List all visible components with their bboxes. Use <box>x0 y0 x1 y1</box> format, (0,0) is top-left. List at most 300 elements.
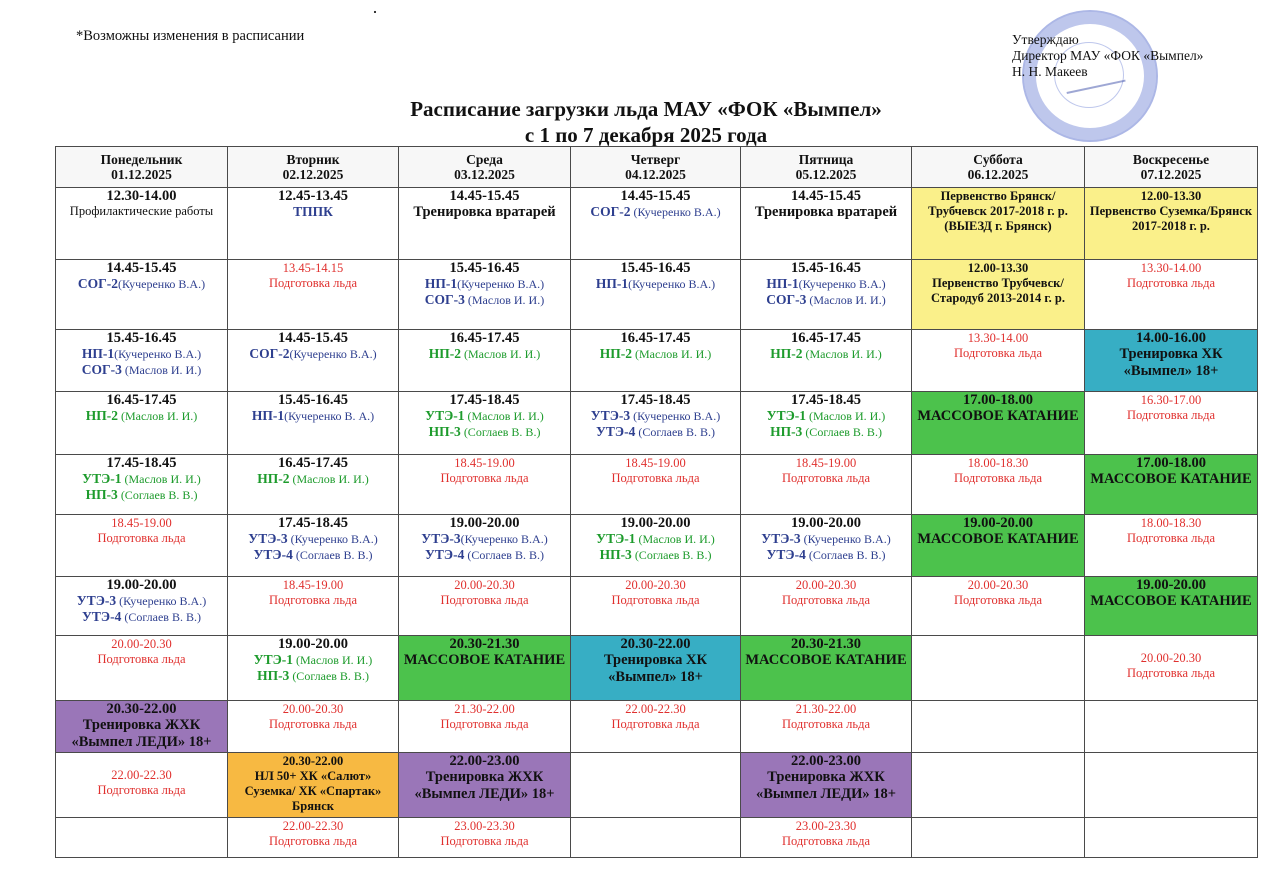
group-name: УТЭ-4 <box>82 609 122 624</box>
group-line <box>573 276 738 292</box>
coach-name: (Соглаев В. В.) <box>464 548 544 562</box>
slot-entry <box>743 260 909 308</box>
coach-name: (Маслов И. И.) <box>460 347 541 361</box>
slot-time: 15.45-16.45 <box>106 330 177 346</box>
coach-name: (Соглаев В. В.) <box>631 548 712 562</box>
slot-entry <box>401 455 568 486</box>
schedule-cell <box>56 753 228 818</box>
slot-description: Подготовка льда <box>268 834 358 848</box>
slot-time: 17.00-18.00 <box>1135 455 1207 471</box>
group-line <box>230 668 396 684</box>
slot-entry <box>743 188 909 221</box>
group-line <box>58 487 225 503</box>
coach-name: (Кучеренко В.А.) <box>628 277 716 291</box>
slot-entry <box>1087 515 1255 546</box>
slot-time: 18.00-18.30 <box>967 456 1029 470</box>
schedule-cell <box>1085 577 1258 636</box>
coach-name: (Маслов И. И.) <box>117 409 198 423</box>
schedule-cell <box>912 577 1085 636</box>
schedule-cell <box>571 753 741 818</box>
schedule-cell <box>399 455 571 515</box>
slot-time: 13.30-14.00 <box>967 331 1029 345</box>
slot-time: 22.00-22.30 <box>111 768 172 782</box>
schedule-cell <box>1085 330 1258 392</box>
schedule-cell <box>56 455 228 515</box>
group-name: УТЭ-3 <box>248 531 288 546</box>
slot-entry <box>230 188 396 219</box>
slot-time: 21.30-22.00 <box>454 702 515 716</box>
slot-description: Подготовка льда <box>440 593 529 607</box>
schedule-cell <box>1085 818 1258 858</box>
coach-name: (Кучеренко В.А.) <box>118 277 206 291</box>
schedule-cell <box>912 515 1085 577</box>
slot-time: 16.45-17.45 <box>277 455 349 471</box>
group-line <box>573 408 738 424</box>
group-name: НП-3 <box>85 487 118 502</box>
slot-time: 12.00-13.30 <box>967 261 1029 275</box>
slot-time: 20.30-21.30 <box>449 636 520 652</box>
slot-time: 18.45-19.00 <box>795 456 857 470</box>
slot-entry <box>58 515 225 546</box>
group-line <box>743 547 909 563</box>
group-line <box>573 531 738 547</box>
slot-entry <box>1087 455 1255 488</box>
coach-name: (Соглаев В. В.) <box>292 548 373 562</box>
slot-description: Подготовка льда <box>97 652 186 666</box>
schedule-table <box>55 146 1258 858</box>
slot-entry <box>573 701 738 732</box>
group-name: НП-3 <box>257 668 290 683</box>
schedule-cell <box>56 392 228 455</box>
group-line <box>743 424 909 440</box>
coach-name: (Кучеренко В. А.) <box>284 409 375 423</box>
slot-time: 17.00-18.00 <box>962 392 1034 408</box>
slot-entry <box>401 330 568 362</box>
slot-time: 18.45-19.00 <box>454 456 515 470</box>
slot-time: 23.00-23.30 <box>454 819 515 833</box>
slot-entry <box>230 636 396 684</box>
changes-note: *Возможны изменения в расписании <box>76 28 305 44</box>
schedule-cell <box>1085 753 1258 818</box>
day-header: Среда 03.12.2025 <box>399 147 571 188</box>
approval-line-2: Директор МАУ «ФОК «Вымпел» <box>1012 48 1204 63</box>
group-line <box>573 424 738 440</box>
slot-description: Подготовка льда <box>1126 408 1216 422</box>
schedule-cell <box>1085 515 1258 577</box>
group-name: СОГ-3 <box>766 292 807 307</box>
slot-entry <box>573 515 738 563</box>
slot-time: 17.45-18.45 <box>277 515 349 531</box>
slot-time: 17.45-18.45 <box>620 392 691 408</box>
schedule-cell <box>741 392 912 455</box>
slot-time: 13.45-14.15 <box>282 261 344 275</box>
schedule-cell <box>399 577 571 636</box>
coach-name: (Кучеренко В.А.) <box>798 277 886 291</box>
coach-name: (Соглаев В. В.) <box>805 548 886 562</box>
slot-entry <box>743 818 909 849</box>
coach-name: (Соглаев В. В.) <box>460 425 541 439</box>
schedule-cell <box>399 753 571 818</box>
slot-time: 19.00-20.00 <box>620 515 691 531</box>
schedule-cell <box>571 577 741 636</box>
slot-entry <box>914 330 1082 361</box>
schedule-row <box>56 577 1258 636</box>
schedule-cell <box>56 188 228 260</box>
schedule-cell <box>228 701 399 753</box>
schedule-cell <box>741 701 912 753</box>
slot-entry <box>573 392 738 440</box>
slot-entry <box>401 577 568 608</box>
slot-time: 15.45-16.45 <box>790 260 862 276</box>
schedule-cell <box>741 455 912 515</box>
slot-time: 19.00-20.00 <box>962 515 1034 531</box>
schedule-period: с 1 по 7 декабря 2025 года <box>524 123 768 147</box>
group-line <box>230 346 396 362</box>
slot-activity: Тренировка ХК «Вымпел» 18+ <box>1119 346 1223 379</box>
approval-line-3: Н. Н. Макеев <box>1012 64 1088 79</box>
group-name: УТЭ-4 <box>253 547 293 562</box>
slot-entry <box>58 188 225 219</box>
slot-description: Первенство Брянск/Трубчевск 2017-2018 г. р. (ВЫЕЗД г. Брянск) <box>928 189 1068 233</box>
slot-entry <box>230 330 396 362</box>
slot-description: ТППК <box>293 204 333 219</box>
slot-description: Подготовка льда <box>97 531 186 545</box>
group-line <box>401 408 568 424</box>
group-name: СОГ-3 <box>424 292 465 307</box>
slot-activity: МАССОВОЕ КАТАНИЕ <box>745 652 907 668</box>
schedule-cell <box>399 188 571 260</box>
schedule-title: Расписание загрузки льда МАУ «ФОК «Вымпел» <box>410 97 882 121</box>
group-name: УТЭ-1 <box>596 531 636 546</box>
slot-description: Подготовка льда <box>611 471 700 485</box>
group-name: НП-1 <box>595 276 629 291</box>
slot-entry <box>914 577 1082 608</box>
slot-entry <box>743 392 909 440</box>
slot-activity: Тренировка вратарей <box>413 204 556 220</box>
day-header: Пятница 05.12.2025 <box>741 147 912 188</box>
schedule-cell <box>571 515 741 577</box>
schedule-row <box>56 188 1258 260</box>
schedule-cell <box>1085 636 1258 701</box>
group-name: СОГ-2 <box>590 204 631 219</box>
schedule-row <box>56 753 1258 818</box>
slot-entry <box>58 455 225 503</box>
slot-time: 20.00-20.30 <box>795 578 857 592</box>
slot-entry <box>573 330 738 362</box>
slot-description: Подготовка льда <box>440 834 529 848</box>
coach-name: (Соглаев В. В.) <box>121 610 201 624</box>
slot-entry <box>58 392 225 424</box>
slot-entry <box>401 515 568 563</box>
slot-entry <box>573 753 738 754</box>
slot-time: 17.45-18.45 <box>106 455 177 471</box>
group-line <box>573 204 738 220</box>
slot-entry <box>230 515 396 563</box>
slot-description: Профилактические работы <box>69 204 214 218</box>
group-line <box>401 276 568 292</box>
slot-activity: Тренировка ЖХК «Вымпел ЛЕДИ» 18+ <box>755 769 897 802</box>
slot-entry <box>914 636 1082 637</box>
group-name: УТЭ-1 <box>82 471 122 486</box>
slot-time: 15.45-16.45 <box>277 392 349 408</box>
slot-time: 14.45-15.45 <box>620 188 691 204</box>
slot-time: 20.30-21.30 <box>790 636 862 652</box>
slot-entry <box>743 753 909 803</box>
slot-time: 14.45-15.45 <box>790 188 862 204</box>
slot-time: 17.45-18.45 <box>790 392 862 408</box>
group-name: СОГ-3 <box>81 362 122 377</box>
slot-description: Подготовка льда <box>440 717 529 731</box>
group-name: УТЭ-3 <box>590 408 631 423</box>
group-name: УТЭ-3 <box>421 531 461 546</box>
slot-entry <box>1087 330 1255 380</box>
day-header: Вторник 02.12.2025 <box>228 147 399 188</box>
slot-entry <box>401 188 568 221</box>
coach-name: (Кучеренко В.А.) <box>289 347 377 361</box>
slot-time: 18.45-19.00 <box>625 456 686 470</box>
group-name: НП-3 <box>428 424 461 439</box>
schedule-cell <box>571 636 741 701</box>
slot-entry <box>1087 818 1255 819</box>
slot-time: 14.45-15.45 <box>106 260 177 276</box>
slot-description: Подготовка льда <box>97 783 186 797</box>
slot-entry <box>230 701 396 732</box>
coach-name: (Соглаев В. В.) <box>802 425 882 439</box>
slot-entry <box>573 818 738 819</box>
group-name: НП-2 <box>770 346 803 361</box>
schedule-cell <box>912 753 1085 818</box>
group-line <box>743 346 909 362</box>
schedule-cell <box>912 330 1085 392</box>
slot-description: Подготовка льда <box>781 471 871 485</box>
schedule-cell <box>56 701 228 753</box>
slot-time: 16.30-17.00 <box>1140 393 1202 407</box>
schedule-cell <box>399 330 571 392</box>
group-line <box>58 362 225 378</box>
group-line <box>58 346 225 362</box>
group-line <box>401 346 568 362</box>
group-line <box>743 292 909 308</box>
group-line <box>58 276 225 292</box>
slot-entry <box>914 188 1082 234</box>
group-name: УТЭ-4 <box>425 547 465 562</box>
day-header: Понедельник 01.12.2025 <box>56 147 228 188</box>
slot-time: 22.00-22.30 <box>625 702 686 716</box>
slot-time: 20.00-20.30 <box>967 578 1029 592</box>
schedule-cell <box>56 330 228 392</box>
schedule-cell <box>741 753 912 818</box>
slot-description: Первенство Трубчевск/Стародуб 2013-2014 г. р. <box>931 276 1065 305</box>
slot-time: 20.30-22.00 <box>282 754 344 768</box>
schedule-cell <box>399 818 571 858</box>
slot-time: 20.30-22.00 <box>620 636 691 652</box>
coach-name: (Маслов И. И.) <box>635 532 715 546</box>
coach-name: (Маслов И. И.) <box>802 347 882 361</box>
schedule-cell <box>228 753 399 818</box>
slot-activity: МАССОВОЕ КАТАНИЕ <box>1090 593 1252 609</box>
slot-time: 15.45-16.45 <box>449 260 520 276</box>
slot-activity: Тренировка ЖХК «Вымпел ЛЕДИ» 18+ <box>71 717 212 750</box>
slot-description: Подготовка льда <box>268 717 358 731</box>
slot-entry <box>1087 701 1255 702</box>
slot-description: Первенство Суземка/Брянск 2017-2018 г. р. <box>1089 204 1253 233</box>
coach-name: (Кучеренко В.А.) <box>800 532 891 546</box>
slot-time: 20.00-20.30 <box>625 578 686 592</box>
schedule-cell <box>228 636 399 701</box>
slot-description: Подготовка льда <box>268 593 358 607</box>
slot-entry <box>58 818 225 819</box>
slot-time: 22.00-22.30 <box>282 819 344 833</box>
slot-time: 23.00-23.30 <box>795 819 857 833</box>
slot-entry <box>230 455 396 487</box>
schedule-cell <box>228 260 399 330</box>
schedule-cell <box>1085 188 1258 260</box>
slot-time: 20.00-20.30 <box>111 637 172 651</box>
slot-entry <box>401 260 568 308</box>
slot-entry <box>1087 392 1255 423</box>
slot-time: 13.30-14.00 <box>1140 261 1202 275</box>
slot-activity: Тренировка ХК «Вымпел» 18+ <box>603 652 708 685</box>
slot-activity: МАССОВОЕ КАТАНИЕ <box>1090 471 1252 487</box>
group-line <box>230 408 396 424</box>
group-line <box>230 531 396 547</box>
slot-time: 19.00-20.00 <box>106 577 177 593</box>
group-name: НП-1 <box>81 346 115 361</box>
group-name: УТЭ-1 <box>253 652 293 667</box>
slot-entry <box>573 577 738 608</box>
slot-description: Подготовка льда <box>611 717 700 731</box>
slot-time: 20.00-20.30 <box>454 578 515 592</box>
slot-time: 16.45-17.45 <box>790 330 862 346</box>
slot-time: 19.00-20.00 <box>277 636 349 652</box>
coach-name: (Соглаев В. В.) <box>289 669 369 683</box>
schedule-cell <box>912 818 1085 858</box>
slot-description: Подготовка льда <box>1126 276 1216 290</box>
slot-entry <box>743 455 909 486</box>
slot-description: Подготовка льда <box>781 834 871 848</box>
slot-time: 12.30-14.00 <box>106 188 177 204</box>
schedule-row <box>56 392 1258 455</box>
coach-name: (Маслов И. И.) <box>464 409 544 423</box>
slot-entry <box>1087 188 1255 234</box>
group-name: НП-1 <box>766 276 799 291</box>
coach-name: (Маслов И. И.) <box>121 472 201 486</box>
schedule-row <box>56 818 1258 858</box>
group-name: НП-1 <box>424 276 458 291</box>
slot-time: 19.00-20.00 <box>449 515 520 531</box>
group-line <box>401 547 568 563</box>
schedule-cell <box>228 392 399 455</box>
slot-description: Подготовка льда <box>953 471 1043 485</box>
group-name: УТЭ-4 <box>766 547 806 562</box>
schedule-cell <box>399 636 571 701</box>
schedule-cell <box>571 260 741 330</box>
schedule-cell <box>571 701 741 753</box>
schedule-cell <box>1085 260 1258 330</box>
coach-name: (Маслов И. И.) <box>806 293 886 307</box>
coach-name: (Соглаев В. В.) <box>117 488 198 502</box>
group-line <box>230 471 396 487</box>
slot-entry <box>1087 577 1255 610</box>
slot-time: 18.45-19.00 <box>111 516 172 530</box>
slot-entry <box>743 577 909 608</box>
slot-entry <box>58 330 225 378</box>
slot-entry <box>914 818 1082 819</box>
coach-name: (Кучеренко В.А.) <box>460 532 548 546</box>
slot-entry <box>914 515 1082 548</box>
slot-entry <box>914 392 1082 425</box>
slot-entry <box>743 636 909 669</box>
schedule-row <box>56 636 1258 701</box>
slot-entry <box>401 636 568 669</box>
slot-time: 19.00-20.00 <box>790 515 862 531</box>
group-name: УТЭ-3 <box>76 593 117 608</box>
group-line <box>58 471 225 487</box>
coach-name: (Маслов И. И.) <box>293 653 373 667</box>
slot-entry <box>230 260 396 291</box>
slot-entry <box>230 577 396 608</box>
group-line <box>401 424 568 440</box>
schedule-cell <box>571 818 741 858</box>
group-line <box>230 652 396 668</box>
slot-time: 20.00-20.30 <box>1140 651 1202 665</box>
group-name: УТЭ-1 <box>766 408 806 423</box>
schedule-cell <box>571 330 741 392</box>
schedule-cell <box>741 577 912 636</box>
schedule-cell <box>741 260 912 330</box>
coach-name: (Кучеренко В.А.) <box>287 532 378 546</box>
slot-time: 14.45-15.45 <box>277 330 349 346</box>
slot-entry <box>573 188 738 220</box>
schedule-cell <box>912 455 1085 515</box>
schedule-row <box>56 515 1258 577</box>
schedule-cell <box>1085 701 1258 753</box>
schedule-cell <box>56 818 228 858</box>
schedule-row <box>56 701 1258 753</box>
slot-entry <box>230 392 396 424</box>
group-line <box>401 531 568 547</box>
slot-entry <box>58 636 225 667</box>
group-name: УТЭ-4 <box>596 424 636 439</box>
schedule-cell <box>56 260 228 330</box>
group-line <box>743 531 909 547</box>
schedule-cell <box>912 188 1085 260</box>
slot-entry <box>573 260 738 292</box>
schedule-cell <box>228 330 399 392</box>
slot-activity: Тренировка ЖХК «Вымпел ЛЕДИ» 18+ <box>414 769 555 802</box>
coach-name: (Кучеренко В.А.) <box>630 205 721 219</box>
slot-entry <box>401 753 568 803</box>
slot-time: 20.30-22.00 <box>106 701 177 717</box>
group-name: НП-2 <box>599 346 632 361</box>
schedule-cell <box>1085 455 1258 515</box>
schedule-cell <box>399 701 571 753</box>
schedule-cell <box>912 260 1085 330</box>
schedule-cell <box>912 636 1085 701</box>
schedule-cell <box>228 188 399 260</box>
slot-time: 18.00-18.30 <box>1140 516 1202 530</box>
schedule-cell <box>741 188 912 260</box>
schedule-cell <box>741 636 912 701</box>
coach-name: (Маслов И. И.) <box>806 409 886 423</box>
slot-entry <box>743 515 909 563</box>
coach-name: (Маслов И. И.) <box>464 293 545 307</box>
slot-description: Подготовка льда <box>953 593 1043 607</box>
schedule-cell <box>228 818 399 858</box>
slot-time: 21.30-22.00 <box>795 702 857 716</box>
slot-description: Подготовка льда <box>611 593 700 607</box>
slot-time: 14.45-15.45 <box>449 188 520 204</box>
